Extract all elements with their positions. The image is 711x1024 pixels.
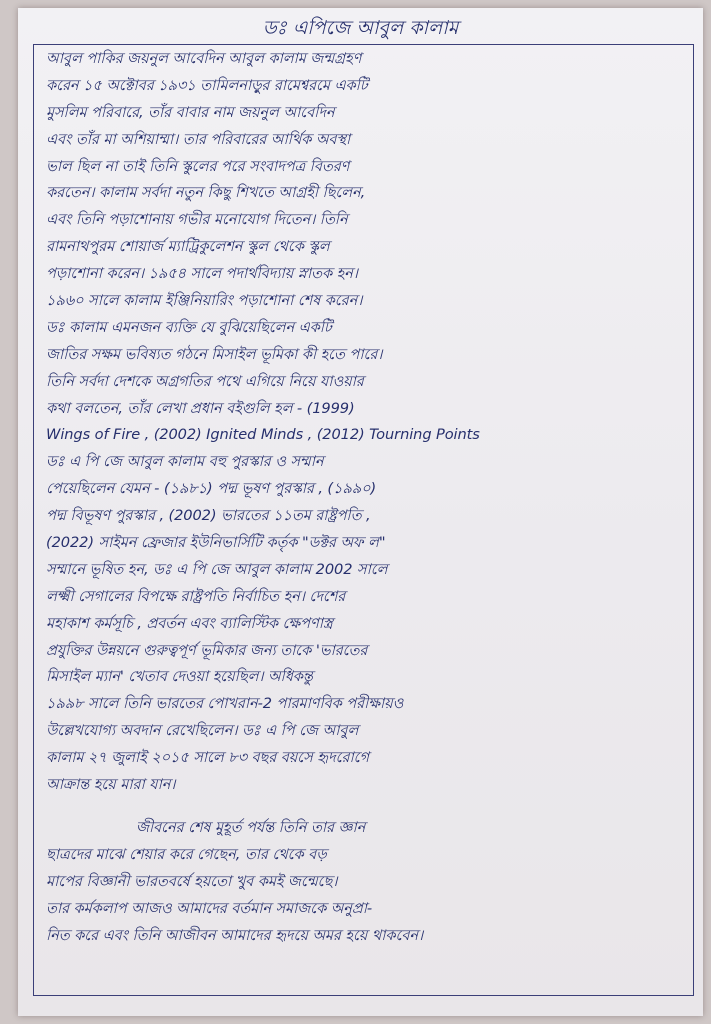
essay-line: তিনি সর্বদা দেশকে অগ্রগতির পথে এগিয়ে নিয়ে যাওয়ার [46,372,364,390]
essay-line: প্রযুক্তির উন্নয়নে গুরুত্বপূর্ণ ভূমিকার জন্য তাকে 'ভারতের [46,641,368,659]
essay-line: ভাল ছিল না তাই তিনি স্কুলের পরে সংবাদপত্র বিতরণ [46,157,350,175]
essay-line: মহাকাশ কর্মসূচি , প্রবর্তন এবং ব্যালিস্টিক ক্ষেপণাস্ত্র [46,614,333,632]
essay-line: রামনাথপুরম শোয়ার্জ ম্যাট্রিকুলেশন স্কুল থেকে স্কুল [46,238,330,256]
essay-line: জীবনের শেষ মুহূর্ত পর্যন্ত তিনি তার জ্ঞান [136,818,366,836]
essay-line: মাপের বিজ্ঞানী ভারতবর্ষে হয়তো খুব কমই জন্মেছে। [46,872,338,890]
essay-line: ১৯৬০ সালে কালাম ইঞ্জিনিয়ারিং পড়াশোনা শেষ করেন। [46,292,363,310]
essay-line: ১৯৯৮ সালে তিনি ভারতের পোখরান-2 পারমাণবিক পরীক্ষায়ও [46,695,404,713]
essay-line: লক্ষ্মী সেগালের বিপক্ষে রাষ্ট্রপতি নির্বাচিত হন। দেশের [46,587,346,605]
essay-line: করেন ১৫ অক্টোবর ১৯৩১ তামিলনাড়ুর রামেশ্বরমে একটি [46,76,368,94]
essay-line: মিসাইল ম্যান' খেতাব দেওয়া হয়েছিল। অধিকন্তু [46,668,313,686]
essay-line: এবং তিনি পড়াশোনায় গভীর মনোযোগ দিতেন। তিনি [46,211,348,229]
essay-line: জাতির সক্ষম ভবিষ্যত গঠনে মিসাইল ভূমিকা কী হতে পারে। [46,345,383,363]
essay-line: কথা বলতেন, তাঁর লেখা প্রধান বইগুলি হল - (1999) [46,399,355,417]
essay-line: (2022) সাইমন ফ্রেজার ইউনিভার্সিটি কর্তৃক "ডক্টর অফ ল" [46,534,386,552]
notebook-page [18,8,703,1016]
essay-line: পদ্ম বিভূষণ পুরস্কার , (2002) ভারতের ১১তম রাষ্ট্রপতি , [46,507,371,525]
page-title: ডঃ এপিজে আবুল কালাম [262,17,459,39]
essay-line: ডঃ কালাম এমনজন ব্যক্তি যে বুঝিয়েছিলেন একটি [46,318,332,336]
paragraph-gap [46,799,686,815]
essay-line: কালাম ২৭ জুলাই ২০১৫ সালে ৮৩ বছর বয়সে হৃদরোগে [46,749,369,767]
essay-line: ডঃ এ পি জে আবুল কালাম বহু পুরস্কার ও সম্মান [46,453,324,471]
essay-line: Wings of Fire , (2002) Ignited Minds , (2012) Tourning Points [46,426,480,444]
essay-line: আক্রান্ত হয়ে মারা যান। [46,776,176,794]
essay-line: আবুল পাকির জয়নুল আবেদিন আবুল কালাম জন্মগ্রহণ [46,50,362,67]
essay-line: নিত করে এবং তিনি আজীবন আমাদের হৃদয়ে অমর হয়ে থাকবেন। [46,926,424,944]
essay-line: তার কর্মকলাপ আজও আমাদের বর্তমান সমাজকে অনুপ্রা- [46,899,373,917]
handwritten-essay [46,46,686,949]
essay-line: পড়াশোনা করেন। ১৯৫৪ সালে পদার্থবিদ্যায় স্নাতক হন। [46,265,358,283]
essay-line: করতেন। কালাম সর্বদা নতুন কিছু শিখতে আগ্রহী ছিলেন, [46,184,366,202]
essay-line: ছাত্রদের মাঝে শেয়ার করে গেছেন, তার থেকে বড় [46,845,327,863]
essay-line: এবং তাঁর মা অশিয়াম্মা। তার পরিবারের আর্থিক অবস্থা [46,130,351,148]
essay-line: উল্লেখযোগ্য অবদান রেখেছিলেন। ডঃ এ পি জে আবুল [46,722,359,740]
essay-line: সম্মানে ভূষিত হন, ডঃ এ পি জে আবুল কালাম 2002 সালে [46,560,388,578]
essay-line: পেয়েছিলেন যেমন - (১৯৮১) পদ্ম ভূষণ পুরস্কার , (১৯৯০) [46,480,377,498]
essay-line: মুসলিম পরিবারে, তাঁর বাবার নাম জয়নুল আবেদিন [46,103,335,121]
